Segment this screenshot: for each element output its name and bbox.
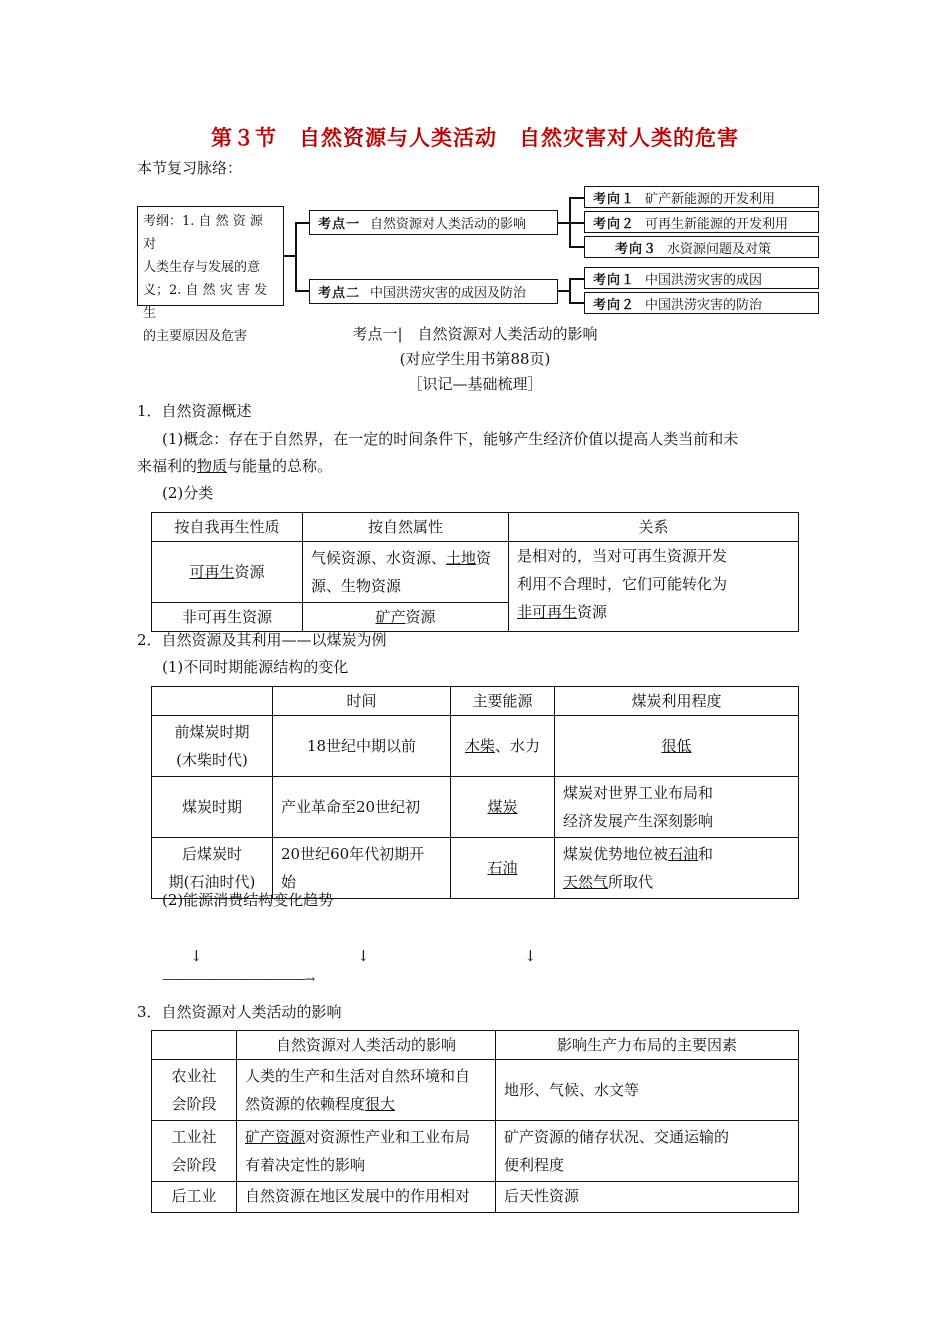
table-header: 主要能源 [451, 687, 555, 716]
outline-box [137, 206, 284, 344]
connector [569, 302, 585, 304]
connector [295, 222, 297, 291]
s1-concept-line: (1)概念：存在于自然界，在一定的时间条件下，能够产生经济价值以提高人类当前和未 [162, 430, 739, 448]
text: 源、生物资源 [311, 577, 402, 595]
connector [569, 246, 585, 248]
table-cell [237, 1060, 496, 1121]
table-cell: 后天性资源 [496, 1182, 799, 1213]
outline-line: 人类生存与发展的意 [143, 260, 261, 275]
text: 会阶段 [171, 1095, 217, 1113]
table-cell [509, 542, 799, 632]
section-subheading: ［识记—基础梳理］ [407, 375, 543, 393]
table-cell [555, 777, 799, 838]
direction-tag: 考向２ [593, 216, 636, 232]
table-cell: 煤炭时期 [152, 777, 273, 838]
table-cell [237, 1121, 496, 1182]
table-header: 影响生产力布局的主要因素 [496, 1031, 799, 1060]
direction-tag: 考向３ [615, 241, 658, 257]
answer-blank: 很大 [365, 1095, 396, 1113]
connector [295, 222, 309, 224]
text: 人类的生产和生活对自然环境和自 [245, 1067, 471, 1085]
answer-blank: 矿产资源 [245, 1128, 306, 1146]
outline-line: 的主要原因及危害 [143, 329, 248, 344]
point-two-tag: 考点二 [318, 286, 361, 301]
text: 矿产资源的储存状况、交通运输的 [504, 1128, 730, 1146]
answer-blank: 煤炭 [487, 798, 518, 816]
point-two-text: 中国洪涝灾害的成因及防治 [370, 286, 527, 301]
table-cell: 自然资源在地区发展中的作用相对 [237, 1182, 496, 1213]
table-header: 自然资源对人类活动的影响 [237, 1031, 496, 1060]
text: 和 [698, 845, 714, 863]
table-cell [152, 716, 273, 777]
text: 是相对的，当对可再生资源开发 [517, 547, 728, 565]
text: 有着决定性的影响 [245, 1156, 366, 1174]
point-one-tag: 考点一 [318, 217, 361, 232]
review-network-label: 本节复习脉络： [137, 159, 243, 177]
text: 20世纪60年代初期开 [281, 845, 425, 863]
answer-blank: 矿产 [375, 608, 406, 626]
direction-tag: 考向１ [593, 191, 636, 207]
table-cell [496, 1121, 799, 1182]
trend-arrow-line: —————————————→ [162, 972, 315, 986]
table-cell: 产业革命至20世纪初 [273, 777, 451, 838]
direction-box [584, 211, 819, 233]
down-arrow: ↓ [357, 947, 370, 965]
table-cell [303, 542, 509, 603]
table-header: 按自然属性 [303, 513, 509, 542]
text: 资 [476, 549, 492, 567]
connector [569, 222, 585, 224]
answer-blank: 天然气 [563, 873, 609, 891]
direction-text: 可再生新能源的开发利用 [645, 216, 789, 232]
table-cell [451, 777, 555, 838]
text: 所取代 [608, 873, 654, 891]
direction-box [584, 186, 819, 208]
s3-heading: 3．自然资源对人类活动的影响 [137, 1003, 342, 1021]
table-header-empty [152, 687, 273, 716]
text: (木柴时代) [176, 751, 248, 769]
table-cell [555, 838, 799, 899]
down-arrow: ↓ [524, 947, 537, 965]
text: 与能量的总称。 [227, 457, 333, 475]
answer-blank: 物质 [197, 457, 228, 475]
table-cell [555, 716, 799, 777]
point-one-box [309, 210, 558, 235]
classification-table [151, 512, 799, 632]
table-cell: 18世纪中期以前 [273, 716, 451, 777]
text: 经济发展产生深刻影响 [563, 812, 714, 830]
text: 会阶段 [171, 1156, 217, 1174]
s1-heading: 1．自然资源概述 [137, 402, 252, 420]
table-cell: 地形、气候、水文等 [496, 1060, 799, 1121]
answer-blank: 石油 [487, 859, 518, 877]
s1-classify-label: (2)分类 [162, 484, 214, 502]
text: 对资源性产业和工业布局 [305, 1128, 471, 1146]
table-cell [152, 542, 303, 603]
table-cell [152, 1060, 237, 1121]
s1-concept-line [137, 452, 332, 480]
text: 后煤炭时 [181, 845, 242, 863]
energy-structure-table [151, 686, 799, 899]
connector [569, 197, 585, 199]
connector [569, 278, 585, 280]
direction-box [584, 292, 819, 314]
text: 期(石油时代) [168, 873, 256, 891]
s2-sub2: (2)能源消费结构变化趋势 [162, 891, 334, 909]
connector [569, 278, 571, 303]
text: 煤炭优势地位被 [563, 845, 669, 863]
point-two-box [309, 279, 558, 304]
table-cell [451, 716, 555, 777]
text: 始 [281, 873, 297, 891]
answer-blank: 很低 [661, 737, 692, 755]
direction-text: 矿产新能源的开发利用 [645, 191, 776, 207]
s2-heading: 2．自然资源及其利用——以煤炭为例 [137, 631, 387, 649]
text: 、水力 [495, 737, 541, 755]
point-one-text: 自然资源对人类活动的影响 [370, 217, 527, 232]
text: 资源 [405, 608, 436, 626]
table-header-empty [152, 1031, 237, 1060]
text: 资源 [577, 603, 608, 621]
direction-box [584, 236, 819, 258]
s2-sub1: (1)不同时期能源结构的变化 [162, 658, 349, 676]
text: 煤炭对世界工业布局和 [563, 784, 714, 802]
text: 工业社 [171, 1128, 217, 1146]
text: 农业社 [171, 1067, 217, 1085]
down-arrow: ↓ [190, 947, 203, 965]
text: 资源 [234, 563, 265, 581]
text: 前煤炭时期 [174, 723, 250, 741]
table-header: 关系 [509, 513, 799, 542]
page-title: 第３节 自然资源与人类活动 自然灾害对人类的危害 [211, 126, 739, 150]
direction-text: 水资源问题及对策 [667, 241, 772, 257]
answer-blank: 石油 [668, 845, 699, 863]
section-ref: (对应学生用书第88页) [399, 350, 551, 368]
table-header: 按自我再生性质 [152, 513, 303, 542]
direction-text: 中国洪涝灾害的防治 [645, 297, 763, 313]
table-cell: 后工业 [152, 1182, 237, 1213]
text: 然资源的依赖程度 [245, 1095, 366, 1113]
table-cell [152, 1121, 237, 1182]
direction-tag: 考向２ [593, 297, 636, 313]
answer-blank: 可再生 [189, 563, 235, 581]
outline-line: 义；2. 自 然 灾 害 发 生 [143, 283, 268, 321]
table-header: 时间 [273, 687, 451, 716]
text: 便利程度 [504, 1156, 565, 1174]
table-cell [451, 838, 555, 899]
direction-text: 中国洪涝灾害的成因 [645, 272, 763, 288]
section-heading: 考点一| 自然资源对人类活动的影响 [352, 325, 598, 343]
text: 气候资源、水资源、 [311, 549, 447, 567]
direction-tag: 考向１ [593, 272, 636, 288]
connector [295, 290, 309, 292]
direction-box [584, 267, 819, 289]
outline-line: 考纲：1. 自 然 资 源 对 [143, 214, 263, 252]
table-cell: 非可再生资源 [152, 603, 303, 632]
resource-impact-table [151, 1030, 799, 1213]
answer-blank: 土地 [446, 549, 477, 567]
table-header: 煤炭利用程度 [555, 687, 799, 716]
text: 利用不合理时，它们可能转化为 [517, 575, 728, 593]
answer-blank: 非可再生 [517, 603, 578, 621]
text: 来福利的 [137, 457, 198, 475]
answer-blank: 木柴 [464, 737, 495, 755]
